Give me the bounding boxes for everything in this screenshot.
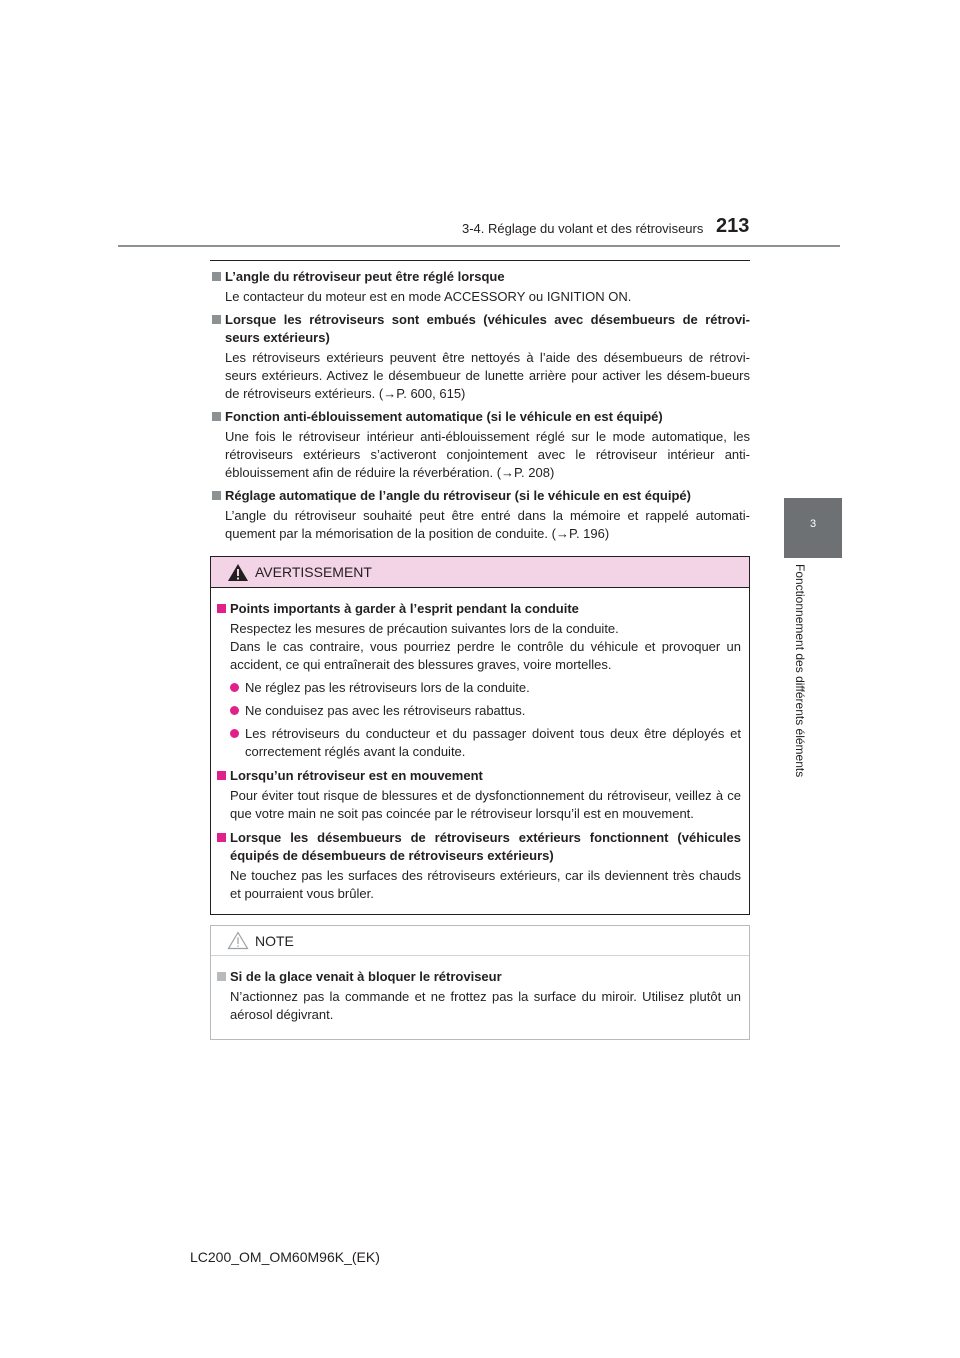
- warning-bullet: Ne conduisez pas avec les rétroviseurs rabattus.: [215, 702, 741, 720]
- warning-item: [215, 829, 741, 903]
- section-item: [210, 268, 750, 306]
- warning-item-body: Dans le cas contraire, vous pourriez perdre le contrôle du véhicule et provoquer un accident, ce qui entraînerait des blessures graves, voire mortelles.: [230, 639, 741, 672]
- warning-bullet: Les rétroviseurs du conducteur et du passager doivent tous deux être déployés et correctement réglés avant la conduite.: [215, 725, 741, 761]
- item-title: Lorsque les rétroviseurs sont embués (véhicules avec désembueurs de rétrovi-seurs extérieurs): [210, 311, 750, 347]
- item-title: L’angle du rétroviseur peut être réglé lorsque: [210, 268, 750, 286]
- warning-content: [211, 588, 749, 903]
- warning-bullet: Ne réglez pas les rétroviseurs lors de la conduite.: [215, 679, 741, 697]
- note-title: NOTE: [255, 933, 294, 949]
- note-box: [210, 925, 750, 1040]
- warning-item: [215, 600, 741, 761]
- warning-header: [211, 557, 749, 588]
- square-bullet-icon: [217, 833, 226, 842]
- warning-title: AVERTISSEMENT: [255, 564, 372, 580]
- dot-bullet-icon: [230, 706, 239, 715]
- note-item-body: N’actionnez pas la commande et ne frottez pas la surface du miroir. Utilisez plutôt un aérosol dégivrant.: [230, 989, 741, 1022]
- header-rule: [118, 245, 840, 247]
- item-body: Le contacteur du moteur est en mode ACCESSORY ou IGNITION ON.: [225, 289, 632, 304]
- page-number: 213: [716, 215, 750, 237]
- item-body: L’angle du rétroviseur souhaité peut être entré dans la mémoire et rappelé automati-quement par la mémorisation de la position de conduite. (→P. 196): [225, 508, 750, 541]
- main-content: [210, 268, 750, 548]
- square-bullet-icon: [212, 412, 221, 421]
- warning-triangle-icon: [227, 563, 249, 582]
- warning-item: [215, 767, 741, 823]
- item-body: Une fois le rétroviseur intérieur anti-éblouissement réglé sur le mode automatique, les rétroviseurs extérieurs s’activeront conjointement avec le rétroviseur intérieur anti-éblouissement afin de réduire la réverbération. (→P. 208): [225, 429, 750, 480]
- square-bullet-icon: [212, 491, 221, 500]
- content-rule: [210, 260, 750, 261]
- footer-document-code: LC200_OM_OM60M96K_(EK): [190, 1249, 380, 1265]
- dot-bullet-icon: [230, 683, 239, 692]
- square-bullet-icon: [217, 972, 226, 981]
- square-bullet-icon: [217, 604, 226, 613]
- section-item: [210, 311, 750, 403]
- note-item: [215, 968, 741, 1024]
- chapter-label: Fonctionnement des différents éléments: [793, 564, 807, 778]
- warning-item-title: Lorsqu’un rétroviseur est en mouvement: [215, 767, 741, 785]
- item-title: Réglage automatique de l’angle du rétroviseur (si le véhicule en est équipé): [210, 487, 750, 505]
- item-title: Fonction anti-éblouissement automatique (si le véhicule en est équipé): [210, 408, 750, 426]
- chapter-tab: [784, 498, 842, 558]
- warning-item-body: Pour éviter tout risque de blessures et de dysfonctionnement du rétroviseur, veillez à ce que votre main ne soit pas coincée par le rétroviseur lorsqu’il est en mouvement.: [230, 788, 741, 821]
- section-item: [210, 408, 750, 482]
- square-bullet-icon: [217, 771, 226, 780]
- dot-bullet-icon: [230, 729, 239, 738]
- header-section-title: 3-4. Réglage du volant et des rétroviseurs: [462, 221, 704, 236]
- item-body: Les rétroviseurs extérieurs peuvent être nettoyés à l’aide des désembueurs de rétrovi-seurs extérieurs. Activez le désembueur de lunette arrière pour activer les désem-bueurs de rétroviseurs extérieurs. (→P. 600, 615): [225, 350, 750, 401]
- note-content: [211, 956, 749, 1024]
- chapter-number: 3: [809, 518, 817, 530]
- note-header: [211, 926, 749, 956]
- note-item-title: Si de la glace venait à bloquer le rétroviseur: [215, 968, 741, 986]
- warning-item-body: Respectez les mesures de précaution suivantes lors de la conduite.: [230, 621, 619, 636]
- warning-item-title: Lorsque les désembueurs de rétroviseurs extérieurs fonctionnent (véhicules équipés de désembueurs de rétroviseurs extérieurs): [215, 829, 741, 865]
- warning-box: [210, 556, 750, 915]
- square-bullet-icon: [212, 272, 221, 281]
- warning-item-title: Points importants à garder à l’esprit pendant la conduite: [215, 600, 741, 618]
- section-item: [210, 487, 750, 543]
- caution-triangle-icon: [227, 931, 249, 950]
- warning-item-body: Ne touchez pas les surfaces des rétroviseurs extérieurs, car ils deviennent très chauds et pourraient vous brûler.: [230, 868, 741, 901]
- square-bullet-icon: [212, 315, 221, 324]
